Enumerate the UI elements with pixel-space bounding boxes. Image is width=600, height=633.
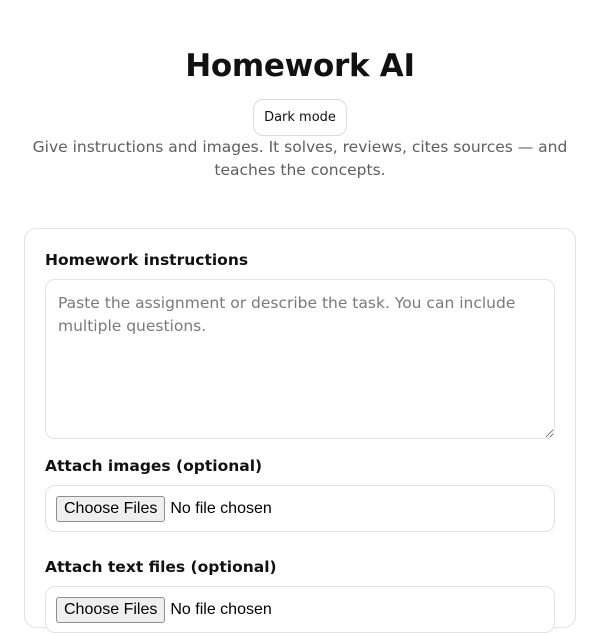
instructions-label: Homework instructions bbox=[45, 251, 249, 269]
attach-images-label: Attach images (optional) bbox=[45, 457, 263, 475]
homework-form-card bbox=[24, 228, 576, 628]
app-subtitle: Give instructions and images. It solves, reviews, cites sources — and teaches the concepts. bbox=[32, 138, 568, 179]
instructions-textarea[interactable] bbox=[45, 279, 555, 439]
attach-text-files-input[interactable] bbox=[45, 586, 555, 633]
app-title: Homework AI bbox=[185, 48, 415, 84]
images-file-status: No file chosen bbox=[170, 499, 272, 517]
attach-text-files-label: Attach text files (optional) bbox=[45, 558, 277, 576]
text-files-file-status: No file chosen bbox=[170, 600, 272, 618]
dark-mode-toggle-button[interactable]: Dark mode bbox=[253, 99, 347, 136]
choose-images-button[interactable]: Choose Files bbox=[56, 496, 165, 522]
attach-images-input[interactable] bbox=[45, 485, 555, 532]
choose-text-files-button[interactable]: Choose Files bbox=[56, 597, 165, 623]
